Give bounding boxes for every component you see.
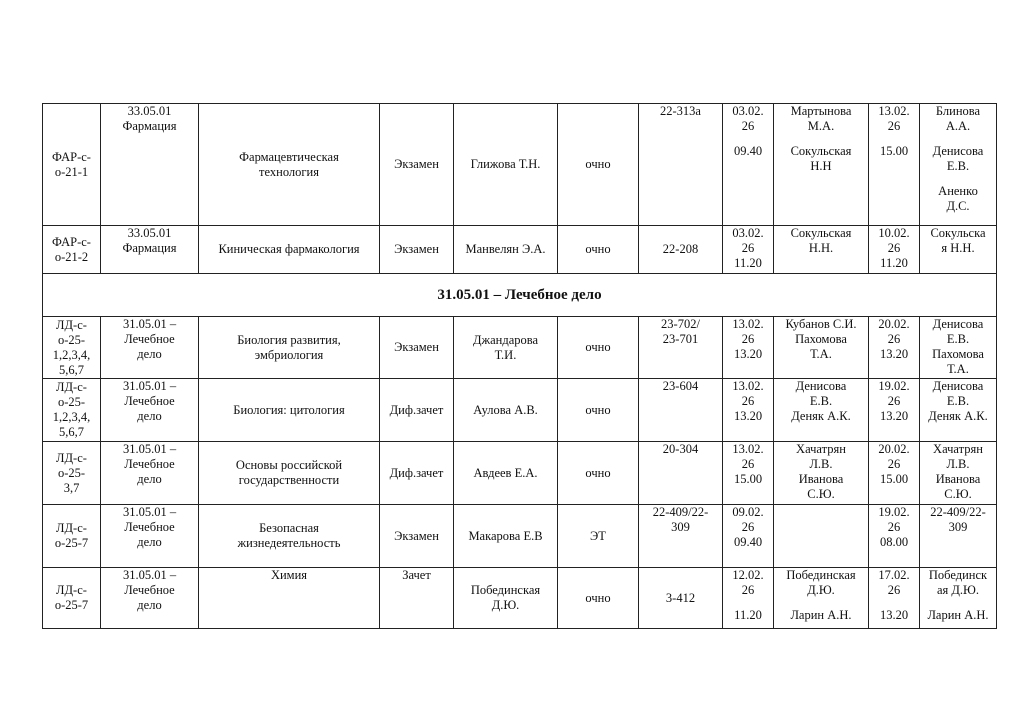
- section-title: 31.05.01 – Лечебное дело: [43, 274, 997, 317]
- study-mode-cell: очно: [558, 568, 639, 629]
- cell-line: А.А.: [945, 119, 971, 133]
- cell-line: Манвелян Э.А.: [465, 242, 546, 256]
- cell-line: С.Ю.: [944, 487, 972, 501]
- cell-line: Сокульская: [790, 226, 852, 240]
- teacher-cell: [454, 379, 558, 442]
- room-cell: [639, 442, 723, 505]
- group-cell: [43, 379, 101, 442]
- cell-line: дело: [137, 598, 162, 612]
- exam-schedule-table: [42, 103, 997, 629]
- exam-date-cell: [723, 226, 774, 274]
- cell-line: Лечебное: [124, 332, 175, 346]
- subject-cell: [199, 379, 380, 442]
- cell-line: Сокульска: [930, 226, 986, 240]
- cell-line: 20.02.: [878, 442, 910, 456]
- cell-line: дело: [137, 535, 162, 549]
- cell-line: ФАР-с-: [52, 234, 91, 249]
- cell-line: Авдеев Е.А.: [473, 465, 538, 480]
- specialty-cell: [101, 104, 199, 226]
- cell-line: 26: [741, 241, 755, 255]
- cell-line: Фармацевтическая: [239, 149, 339, 164]
- teacher-cell: [454, 442, 558, 505]
- cell-line: [725, 598, 771, 608]
- cell-line: 31.05.01 –: [122, 442, 177, 456]
- assessment-form-cell: Диф.зачет: [380, 442, 454, 505]
- cell-line: 13.20: [733, 409, 763, 423]
- cell-line: ЛД-с-: [56, 583, 87, 597]
- cell-line: 15.00: [879, 144, 909, 158]
- cell-line: Побединская: [470, 583, 541, 597]
- cell-line: [871, 134, 917, 144]
- retake-date-cell: [869, 226, 920, 274]
- cell-line: о-25-: [57, 465, 86, 480]
- study-mode-cell: очно: [558, 226, 639, 274]
- cell-line: Ларин А.Н.: [790, 608, 852, 622]
- group-cell: [43, 568, 101, 629]
- cell-line: 13.20: [879, 347, 909, 361]
- cell-line: о-21-2: [54, 249, 89, 264]
- table-row: [43, 442, 997, 505]
- cell-line: Мартынова: [790, 104, 852, 118]
- cell-line: Ларин А.Н.: [927, 608, 989, 622]
- cell-line: 31.05.01 –: [122, 317, 177, 331]
- cell-line: 03.02.: [732, 104, 764, 118]
- cell-line: Лечебное: [124, 583, 175, 597]
- cell-line: Е.В.: [946, 159, 970, 173]
- cell-line: Л.В.: [809, 457, 833, 471]
- retake-date-cell: [869, 568, 920, 629]
- cell-line: 15.00: [733, 472, 763, 486]
- retake-commission-cell: [920, 568, 997, 629]
- cell-line: 17.02.: [878, 568, 910, 582]
- cell-line: ЛД-с-: [56, 317, 87, 332]
- study-mode-cell: очно: [558, 317, 639, 379]
- room-cell: [639, 104, 723, 226]
- cell-line: 20.02.: [878, 317, 910, 331]
- cell-line: дело: [137, 347, 162, 361]
- cell-line: 31.05.01 –: [122, 379, 177, 393]
- group-cell: [43, 505, 101, 568]
- retake-commission-cell: [920, 379, 997, 442]
- cell-line: 08.00: [879, 535, 909, 549]
- cell-line: 1,2,3,4,: [52, 347, 91, 362]
- cell-line: 13.20: [879, 608, 909, 622]
- commission-cell: [774, 104, 869, 226]
- cell-line: Лечебное: [124, 457, 175, 471]
- cell-line: Побединская: [786, 568, 856, 582]
- cell-line: 22-409/22-: [652, 505, 709, 519]
- cell-line: Побединск: [928, 568, 988, 582]
- cell-line: 26: [741, 457, 755, 471]
- teacher-cell: [454, 104, 558, 226]
- commission-cell: [774, 442, 869, 505]
- cell-line: 22-208: [662, 242, 699, 256]
- cell-line: Иванова: [935, 472, 981, 486]
- cell-line: 26: [887, 394, 901, 408]
- exam-date-cell: [723, 317, 774, 379]
- cell-line: Е.В.: [946, 332, 970, 346]
- cell-line: 12.02.: [732, 568, 764, 582]
- commission-cell: [774, 505, 869, 568]
- cell-line: 26: [887, 520, 901, 534]
- commission-cell: [774, 226, 869, 274]
- group-cell: [43, 104, 101, 226]
- exam-date-cell: [723, 104, 774, 226]
- cell-line: 309: [948, 520, 968, 534]
- cell-line: 13.20: [879, 409, 909, 423]
- cell-line: о-25-7: [54, 536, 89, 550]
- cell-line: 15.00: [879, 472, 909, 486]
- cell-line: 19.02.: [878, 379, 910, 393]
- cell-line: [922, 174, 994, 184]
- section-header-row: [43, 274, 997, 317]
- cell-line: ЛД-с-: [56, 380, 87, 394]
- cell-line: 13.20: [733, 347, 763, 361]
- room-cell: [639, 568, 723, 629]
- cell-line: Деняк А.К.: [791, 409, 851, 423]
- schedule-document: [42, 103, 997, 629]
- room-cell: [639, 379, 723, 442]
- cell-line: Хачатрян: [796, 442, 846, 456]
- cell-line: Кубанов С.И.: [785, 317, 857, 331]
- cell-line: Аулова А.В.: [473, 402, 538, 417]
- teacher-cell: [454, 226, 558, 274]
- specialty-cell: [101, 317, 199, 379]
- cell-line: 26: [887, 119, 901, 133]
- cell-line: 33.05.01: [127, 104, 172, 118]
- cell-line: [922, 598, 994, 608]
- cell-line: [776, 134, 866, 144]
- cell-line: о-21-1: [54, 164, 89, 179]
- cell-line: 26: [741, 394, 755, 408]
- cell-line: 309: [671, 520, 690, 534]
- subject-cell: [199, 226, 380, 274]
- teacher-cell: [454, 317, 558, 379]
- cell-line: 31.05.01 –: [122, 568, 177, 582]
- subject-cell: [199, 568, 380, 629]
- cell-line: 23-604: [662, 379, 699, 393]
- cell-line: Т.А.: [810, 347, 832, 361]
- cell-line: 13.02.: [732, 442, 764, 456]
- cell-line: 33.05.01: [127, 226, 172, 240]
- cell-line: Аненко: [938, 184, 978, 198]
- cell-line: 13.02.: [878, 104, 910, 118]
- study-mode-cell: очно: [558, 442, 639, 505]
- subject-cell: [199, 317, 380, 379]
- cell-line: Безопасная: [259, 521, 319, 535]
- table-row: [43, 317, 997, 379]
- cell-line: дело: [137, 472, 162, 486]
- cell-line: 23-701: [662, 332, 699, 346]
- cell-line: С.Ю.: [807, 487, 835, 501]
- cell-line: Д.Ю.: [807, 583, 835, 597]
- cell-line: 26: [887, 457, 901, 471]
- cell-line: 11.20: [734, 608, 762, 622]
- table-row: [43, 505, 997, 568]
- cell-line: ЛД-с-: [56, 450, 87, 465]
- retake-date-cell: [869, 379, 920, 442]
- exam-date-cell: [723, 379, 774, 442]
- specialty-cell: [101, 442, 199, 505]
- cell-line: эмбриология: [254, 347, 324, 362]
- retake-commission-cell: [920, 317, 997, 379]
- cell-line: Сокульская: [790, 144, 852, 158]
- cell-line: дело: [137, 409, 162, 423]
- cell-line: государственности: [238, 473, 340, 487]
- cell-line: о-25-: [57, 395, 86, 409]
- commission-cell: [774, 568, 869, 629]
- cell-line: Д.С.: [946, 199, 970, 213]
- subject-cell: [199, 505, 380, 568]
- retake-date-cell: [869, 317, 920, 379]
- cell-line: 20-304: [662, 442, 699, 456]
- cell-line: Хачатрян: [933, 442, 983, 456]
- table-row: [43, 226, 997, 274]
- cell-line: 31.05.01 –: [122, 505, 177, 519]
- group-cell: [43, 226, 101, 274]
- cell-line: 26: [887, 332, 901, 346]
- cell-line: Киническая фармакология: [218, 242, 360, 256]
- cell-line: Е.В.: [809, 394, 833, 408]
- cell-line: 22-313а: [660, 104, 701, 118]
- cell-line: Биология: цитология: [233, 402, 345, 417]
- cell-line: о-25-: [57, 332, 86, 347]
- cell-line: Джандарова: [472, 332, 539, 347]
- cell-line: Д.Ю.: [491, 598, 520, 612]
- cell-line: я Н.Н.: [941, 241, 975, 255]
- cell-line: 09.40: [733, 144, 763, 158]
- cell-line: Фармация: [122, 119, 177, 133]
- cell-line: Химия: [270, 568, 308, 582]
- cell-line: Макарова Е.В: [468, 528, 543, 543]
- assessment-form-cell: Экзамен: [380, 317, 454, 379]
- cell-line: Т.А.: [947, 362, 969, 376]
- cell-line: 23-702/: [661, 317, 700, 331]
- cell-line: о-25-7: [54, 598, 89, 612]
- cell-line: 09.02.: [732, 505, 764, 519]
- group-cell: [43, 442, 101, 505]
- cell-line: 22-409/22-: [930, 505, 986, 519]
- cell-line: Денисова: [932, 317, 984, 331]
- cell-line: 3-412: [665, 590, 696, 605]
- cell-line: [725, 134, 771, 144]
- cell-line: [776, 598, 866, 608]
- cell-line: Лечебное: [124, 520, 175, 534]
- retake-commission-cell: [920, 442, 997, 505]
- cell-line: Фармация: [122, 241, 177, 255]
- retake-date-cell: [869, 104, 920, 226]
- retake-commission-cell: [920, 505, 997, 568]
- cell-line: Глижова Т.Н.: [470, 157, 541, 171]
- cell-line: Н.Н: [810, 159, 832, 173]
- room-cell: [639, 226, 723, 274]
- study-mode-cell: ЭТ: [558, 505, 639, 568]
- cell-line: 5,6,7: [59, 425, 84, 439]
- assessment-form-cell: Зачет: [380, 568, 454, 629]
- cell-line: Е.В.: [946, 394, 970, 408]
- cell-line: ЛД-с-: [56, 521, 87, 535]
- subject-cell: [199, 104, 380, 226]
- retake-date-cell: [869, 505, 920, 568]
- cell-line: 26: [741, 520, 755, 534]
- cell-line: Денисова: [932, 144, 984, 158]
- cell-line: Пахомова: [932, 347, 984, 361]
- assessment-form-cell: Экзамен: [380, 505, 454, 568]
- cell-line: жизнедеятельность: [237, 536, 341, 550]
- assessment-form-cell: Экзамен: [380, 226, 454, 274]
- cell-line: Биология развития,: [237, 332, 341, 347]
- cell-line: 1,2,3,4,: [52, 410, 91, 424]
- cell-line: 26: [887, 583, 901, 597]
- study-mode-cell: очно: [558, 379, 639, 442]
- cell-line: Блинова: [935, 104, 981, 118]
- retake-date-cell: [869, 442, 920, 505]
- cell-line: [922, 134, 994, 144]
- cell-line: 13.02.: [732, 379, 764, 393]
- cell-line: Н.Н.: [808, 241, 834, 255]
- cell-line: Деняк А.К.: [928, 409, 988, 423]
- cell-line: [871, 598, 917, 608]
- teacher-cell: [454, 505, 558, 568]
- commission-cell: [774, 379, 869, 442]
- cell-line: М.А.: [807, 119, 835, 133]
- specialty-cell: [101, 226, 199, 274]
- cell-line: Иванова: [798, 472, 844, 486]
- cell-line: 19.02.: [878, 505, 910, 519]
- study-mode-cell: очно: [558, 104, 639, 226]
- cell-line: 11.20: [734, 256, 762, 270]
- cell-line: 26: [887, 241, 901, 255]
- assessment-form-cell: Экзамен: [380, 104, 454, 226]
- cell-line: технология: [259, 164, 319, 179]
- cell-line: ФАР-с-: [52, 149, 91, 164]
- retake-commission-cell: [920, 226, 997, 274]
- cell-line: 03.02.: [732, 226, 764, 240]
- teacher-cell: [454, 568, 558, 629]
- cell-line: Л.В.: [946, 457, 970, 471]
- cell-line: Денисова: [795, 379, 847, 393]
- room-cell: [639, 317, 723, 379]
- table-row: [43, 379, 997, 442]
- exam-date-cell: [723, 505, 774, 568]
- specialty-cell: [101, 379, 199, 442]
- cell-line: 10.02.: [878, 226, 910, 240]
- subject-cell: [199, 442, 380, 505]
- table-row: [43, 104, 997, 226]
- specialty-cell: [101, 568, 199, 629]
- cell-line: 26: [741, 332, 755, 346]
- cell-line: 3,7: [63, 480, 80, 495]
- cell-line: Лечебное: [124, 394, 175, 408]
- cell-line: 26: [741, 119, 755, 133]
- cell-line: 5,6,7: [59, 362, 84, 377]
- retake-commission-cell: [920, 104, 997, 226]
- cell-line: Т.И.: [494, 347, 517, 362]
- table-body: [43, 104, 997, 629]
- specialty-cell: [101, 505, 199, 568]
- commission-cell: [774, 317, 869, 379]
- group-cell: [43, 317, 101, 379]
- table-row: [43, 568, 997, 629]
- cell-line: 09.40: [733, 535, 763, 549]
- exam-date-cell: [723, 568, 774, 629]
- assessment-form-cell: Диф.зачет: [380, 379, 454, 442]
- cell-line: ая Д.Ю.: [936, 583, 980, 597]
- cell-line: Денисова: [932, 379, 984, 393]
- cell-line: Пахомова: [795, 332, 847, 346]
- exam-date-cell: [723, 442, 774, 505]
- cell-line: Основы российской: [235, 458, 343, 472]
- room-cell: [639, 505, 723, 568]
- cell-line: 26: [741, 583, 755, 597]
- cell-line: 13.02.: [732, 317, 764, 331]
- cell-line: 11.20: [880, 256, 908, 270]
